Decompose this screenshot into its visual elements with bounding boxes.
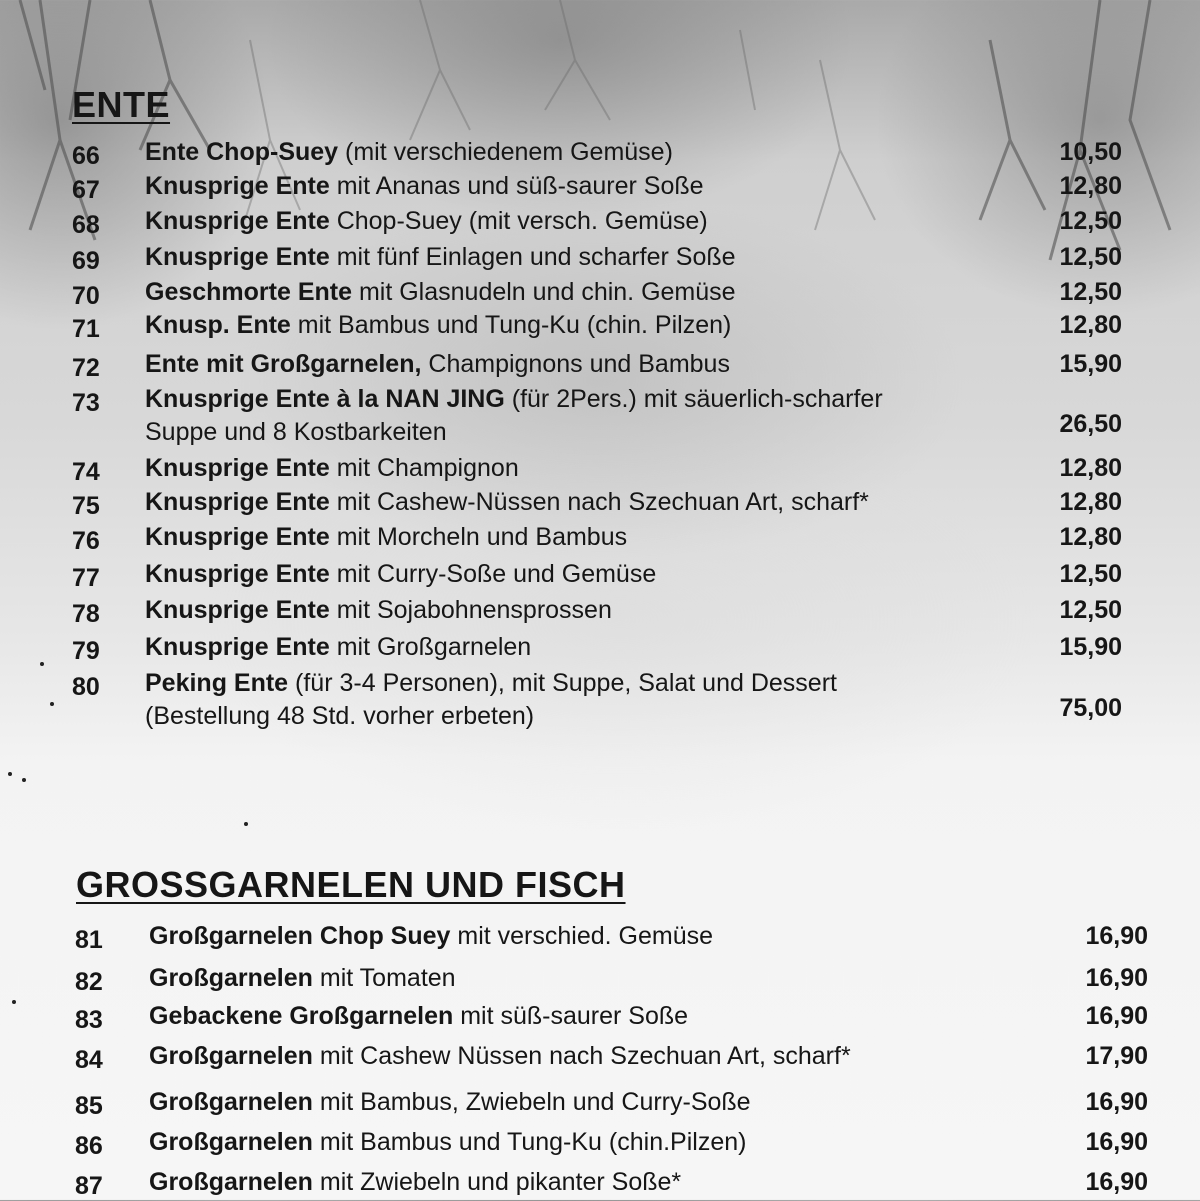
item-number: 77 [72, 564, 100, 592]
dish-name: Peking Ente [145, 669, 289, 697]
dish-name: Großgarnelen [149, 1088, 313, 1116]
section-title-ente: ENTE [72, 84, 171, 125]
item-number: 85 [75, 1092, 103, 1120]
dish-name: Großgarnelen [149, 964, 313, 992]
item-price: 16,90 [1085, 1168, 1148, 1196]
item-number: 83 [75, 1006, 103, 1034]
item-price: 16,90 [1085, 1002, 1148, 1030]
item-price: 12,50 [1059, 243, 1122, 271]
dish-detail: mit Sojabohnensprossen [329, 596, 612, 624]
dish-name: Knusprige Ente [145, 633, 330, 661]
dish-detail: mit Curry-Soße und Gemüse [329, 560, 657, 588]
item-number: 66 [72, 142, 100, 170]
item-price: 10,50 [1059, 138, 1122, 166]
item-price: 16,90 [1085, 964, 1148, 992]
dish-detail: mit Tomaten [312, 964, 456, 992]
paper-speck [50, 702, 54, 706]
item-price: 12,80 [1059, 454, 1122, 482]
item-price: 16,90 [1085, 922, 1148, 950]
item-price: 75,00 [1059, 694, 1122, 722]
item-price: 16,90 [1085, 1088, 1148, 1116]
item-price: 12,80 [1059, 523, 1122, 551]
item-description [145, 633, 531, 662]
dish-detail: mit Champignon [329, 454, 519, 482]
item-description [145, 385, 883, 414]
item-price: 26,50 [1059, 410, 1122, 438]
item-description [145, 454, 519, 483]
item-number: 82 [75, 968, 103, 996]
item-description [149, 1088, 751, 1117]
item-price: 12,50 [1059, 596, 1122, 624]
dish-name: Knusprige Ente [145, 488, 330, 516]
item-price: 17,90 [1085, 1042, 1148, 1070]
item-description [145, 488, 869, 517]
item-description [149, 964, 456, 993]
item-number: 78 [72, 600, 100, 628]
dish-detail: (für 3-4 Personen), mit Suppe, Salat und Dessert [288, 669, 837, 697]
item-number: 68 [72, 211, 100, 239]
item-number: 70 [72, 282, 100, 310]
dish-detail: mit Bambus und Tung-Ku (chin.Pilzen) [312, 1128, 747, 1156]
item-description [149, 1042, 851, 1071]
dish-name: Großgarnelen [149, 1128, 313, 1156]
item-number: 67 [72, 176, 100, 204]
item-number: 86 [75, 1132, 103, 1160]
item-number: 81 [75, 926, 103, 954]
paper-speck [244, 822, 248, 826]
dish-name: Ente mit Großgarnelen, [145, 350, 422, 378]
item-price: 12,50 [1059, 278, 1122, 306]
section-title-grossgarnelen-und-fisch: GROSSGARNELEN UND FISCH [76, 864, 626, 905]
item-price: 16,90 [1085, 1128, 1148, 1156]
dish-detail: mit Bambus und Tung-Ku (chin. Pilzen) [290, 311, 732, 339]
dish-name: Knusprige Ente [145, 172, 330, 200]
item-number: 84 [75, 1046, 103, 1074]
dish-name: Großgarnelen [149, 1042, 313, 1070]
item-description-line2: Suppe und 8 Kostbarkeiten [145, 418, 447, 446]
item-description [145, 243, 736, 272]
item-description [145, 138, 673, 167]
dish-name: Knusprige Ente [145, 454, 330, 482]
dish-name: Knusprige Ente à la NAN JING [145, 385, 505, 413]
dish-detail: (mit verschiedenem Gemüse) [338, 138, 673, 166]
item-price: 12,80 [1059, 311, 1122, 339]
item-number: 72 [72, 354, 100, 382]
item-description [149, 1128, 746, 1157]
item-price: 12,50 [1059, 560, 1122, 588]
paper-speck [8, 772, 12, 776]
paper-speck [22, 778, 26, 782]
dish-name: Ente Chop-Suey [145, 138, 339, 166]
dish-name: Knusprige Ente [145, 207, 330, 235]
item-price: 12,50 [1059, 207, 1122, 235]
dish-name: Knusprige Ente [145, 596, 330, 624]
dish-detail: mit Bambus, Zwiebeln und Curry-Soße [312, 1088, 751, 1116]
item-price: 12,80 [1059, 172, 1122, 200]
item-description [149, 922, 713, 951]
item-description [145, 350, 730, 379]
dish-detail: (für 2Pers.) mit säuerlich-scharfer [504, 385, 883, 413]
dish-detail: mit Ananas und süß-saurer Soße [329, 172, 704, 200]
dish-name: Geschmorte Ente [145, 278, 353, 306]
dish-detail: mit verschied. Gemüse [450, 922, 714, 950]
dish-detail: mit süß-saurer Soße [453, 1002, 689, 1030]
item-number: 76 [72, 527, 100, 555]
item-number: 80 [72, 673, 100, 701]
item-price: 15,90 [1059, 350, 1122, 378]
item-number: 87 [75, 1172, 103, 1200]
dish-name: Knusp. Ente [145, 311, 291, 339]
dish-detail: mit fünf Einlagen und scharfer Soße [329, 243, 736, 271]
dish-name: Knusprige Ente [145, 243, 330, 271]
item-price: 12,80 [1059, 488, 1122, 516]
item-description [145, 523, 627, 552]
item-description [145, 560, 656, 589]
dish-name: Großgarnelen Chop Suey [149, 922, 451, 950]
item-number: 73 [72, 389, 100, 417]
dish-detail: mit Zwiebeln und pikanter Soße* [312, 1168, 682, 1196]
item-number: 69 [72, 247, 100, 275]
dish-name: Gebackene Großgarnelen [149, 1002, 454, 1030]
dish-detail: mit Cashew-Nüssen nach Szechuan Art, scharf* [329, 488, 869, 516]
item-description [145, 311, 731, 340]
item-description [145, 207, 708, 236]
item-description-line2: (Bestellung 48 Std. vorher erbeten) [145, 702, 535, 730]
item-description [145, 172, 704, 201]
dish-name: Knusprige Ente [145, 560, 330, 588]
dish-name: Knusprige Ente [145, 523, 330, 551]
item-price: 15,90 [1059, 633, 1122, 661]
dish-detail: mit Glasnudeln und chin. Gemüse [352, 278, 736, 306]
item-description [149, 1168, 681, 1197]
dish-detail: Champignons und Bambus [421, 350, 730, 378]
dish-detail: mit Cashew Nüssen nach Szechuan Art, scharf* [312, 1042, 851, 1070]
paper-speck [40, 662, 44, 666]
item-description [149, 1002, 688, 1031]
item-number: 71 [72, 315, 100, 343]
item-description [145, 669, 837, 698]
item-number: 74 [72, 458, 100, 486]
dish-detail: mit Großgarnelen [329, 633, 532, 661]
dish-detail: mit Morcheln und Bambus [329, 523, 628, 551]
item-number: 79 [72, 637, 100, 665]
dish-name: Großgarnelen [149, 1168, 313, 1196]
item-number: 75 [72, 492, 100, 520]
item-description [145, 278, 736, 307]
item-description [145, 596, 612, 625]
paper-speck [12, 1000, 16, 1004]
dish-detail: Chop-Suey (mit versch. Gemüse) [329, 207, 708, 235]
